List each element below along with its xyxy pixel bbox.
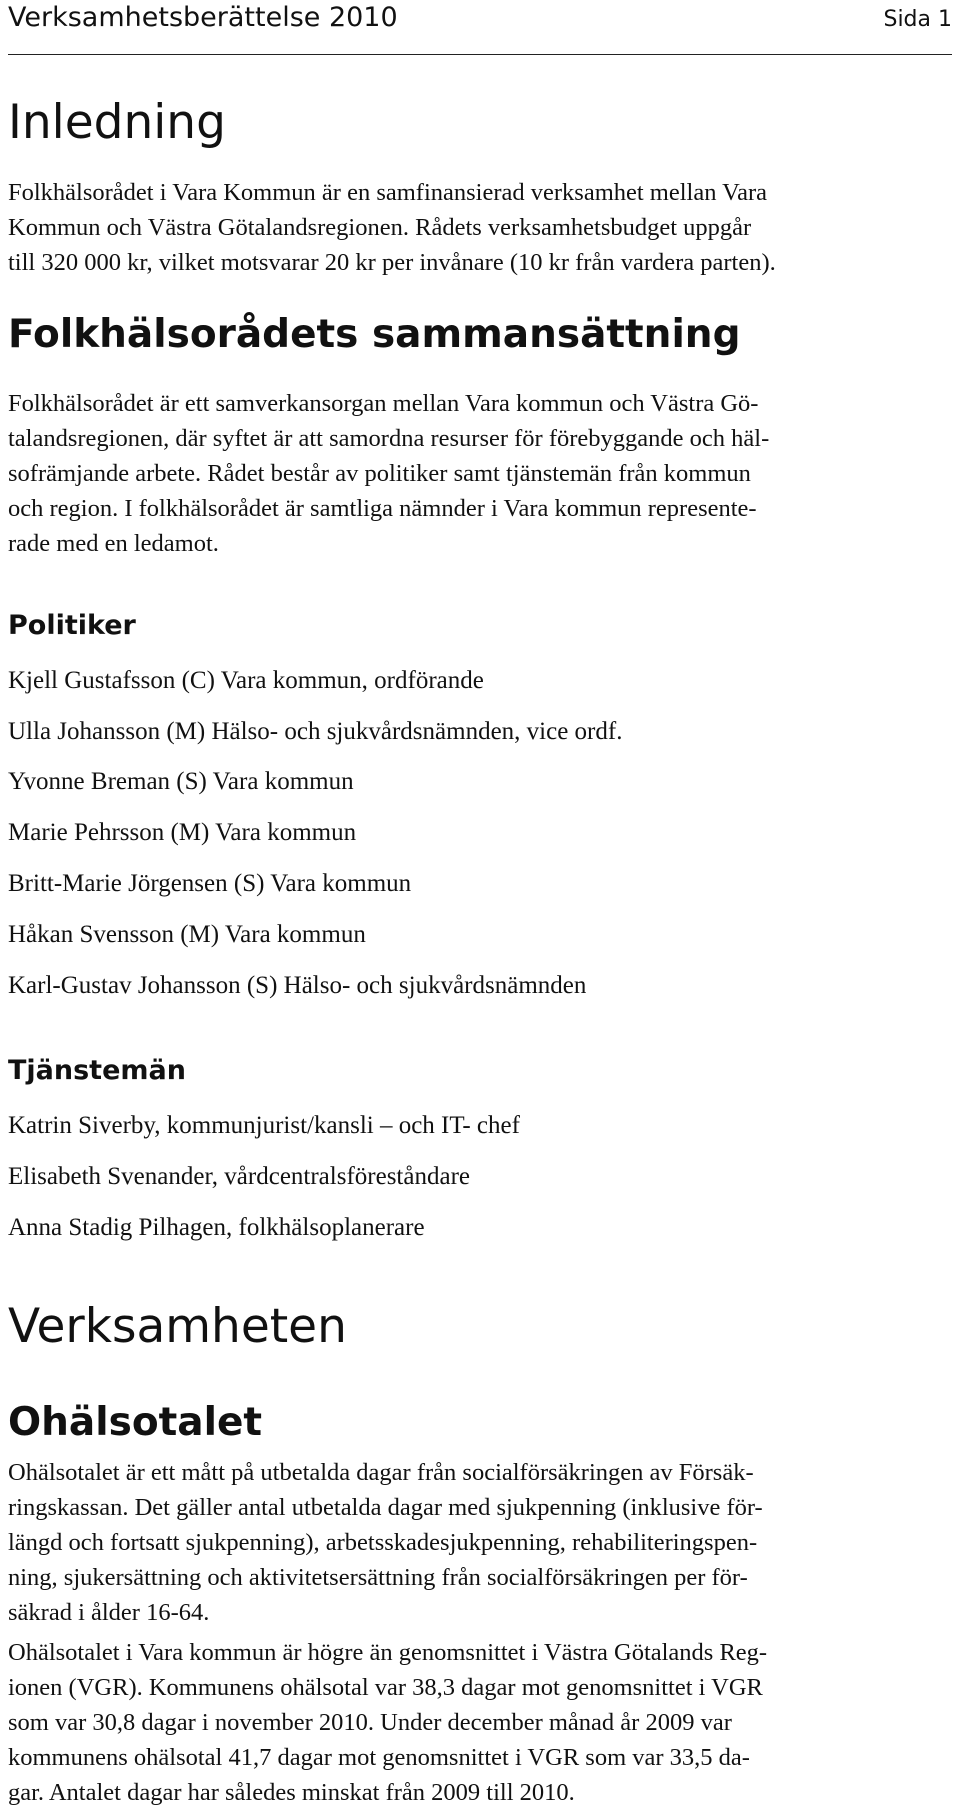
paragraph-line: rade med en ledamot. <box>8 530 219 557</box>
paragraph-line: kommunens ohälsotal 41,7 dagar mot genomsnittet i VGR som var 33,5 da- <box>8 1744 750 1771</box>
paragraph-line: Folkhälsorådet i Vara Kommun är en samfinansierad verksamhet mellan Vara <box>8 179 768 206</box>
paragraph-line: talandsregionen, där syftet är att samordna resurser för förebyggande och häl- <box>8 425 770 452</box>
heading-politiker: Politiker <box>8 610 136 641</box>
paragraph-line: längd och fortsatt sjukpenning), arbetsskadesjukpenning, rehabiliteringspen- <box>8 1529 758 1556</box>
page-header <box>8 0 952 55</box>
heading-inledning: Inledning <box>8 95 226 150</box>
page-number: Sida 1 <box>883 7 952 32</box>
paragraph-line: gar. Antalet dagar har således minskat från 2009 till 2010. <box>8 1779 575 1806</box>
paragraph-line: Folkhälsorådet är ett samverkansorgan mellan Vara kommun och Västra Gö- <box>8 390 759 417</box>
paragraph-line: som var 30,8 dagar i november 2010. Under december månad år 2009 var <box>8 1709 732 1736</box>
heading-ohalsotalet: Ohälsotalet <box>8 1400 263 1445</box>
member-item: Håkan Svensson (M) Vara kommun <box>8 921 366 948</box>
paragraph-line: ringskassan. Det gäller antal utbetalda dagar med sjukpenning (inklusive för- <box>8 1494 763 1521</box>
paragraph-line: Ohälsotalet är ett mått på utbetalda dagar från socialförsäkringen av Försäk- <box>8 1459 754 1486</box>
paragraph-line: säkrad i ålder 16-64. <box>8 1599 210 1626</box>
paragraph-line: Kommun och Västra Götalandsregionen. Rådets verksamhetsbudget uppgår <box>8 214 752 241</box>
heading-verksamheten: Verksamheten <box>8 1299 347 1354</box>
paragraph-line: ning, sjukersättning och aktivitetsersättning från socialförsäkringen per för- <box>8 1564 748 1591</box>
paragraph-line: ionen (VGR). Kommunens ohälsotal var 38,3 dagar mot genomsnittet i VGR <box>8 1674 763 1701</box>
header-title: Verksamhetsberättelse 2010 <box>8 2 398 33</box>
member-item: Katrin Siverby, kommunjurist/kansli – och IT- chef <box>8 1112 520 1139</box>
member-item: Britt-Marie Jörgensen (S) Vara kommun <box>8 870 412 897</box>
paragraph-line: och region. I folkhälsorådet är samtliga nämnder i Vara kommun represente- <box>8 495 757 522</box>
paragraph-line: sofrämjande arbete. Rådet består av politiker samt tjänstemän från kommun <box>8 460 751 487</box>
member-item: Kjell Gustafsson (C) Vara kommun, ordförande <box>8 667 484 694</box>
heading-tjanstemen: Tjänstemän <box>8 1055 186 1086</box>
paragraph-line: Ohälsotalet i Vara kommun är högre än genomsnittet i Västra Götalands Reg- <box>8 1639 768 1666</box>
member-item: Ulla Johansson (M) Hälso- och sjukvårdsnämnden, vice ordf. <box>8 718 623 745</box>
member-item: Karl-Gustav Johansson (S) Hälso- och sjukvårdsnämnden <box>8 972 587 999</box>
member-item: Elisabeth Svenander, vårdcentralsföreståndare <box>8 1163 470 1190</box>
member-item: Yvonne Breman (S) Vara kommun <box>8 768 354 795</box>
paragraph-line: till 320 000 kr, vilket motsvarar 20 kr per invånare (10 kr från vardera parten). <box>8 249 776 276</box>
heading-sammansattning: Folkhälsorådets sammansättning <box>8 312 741 357</box>
member-item: Anna Stadig Pilhagen, folkhälsoplanerare <box>8 1214 425 1241</box>
member-item: Marie Pehrsson (M) Vara kommun <box>8 819 357 846</box>
